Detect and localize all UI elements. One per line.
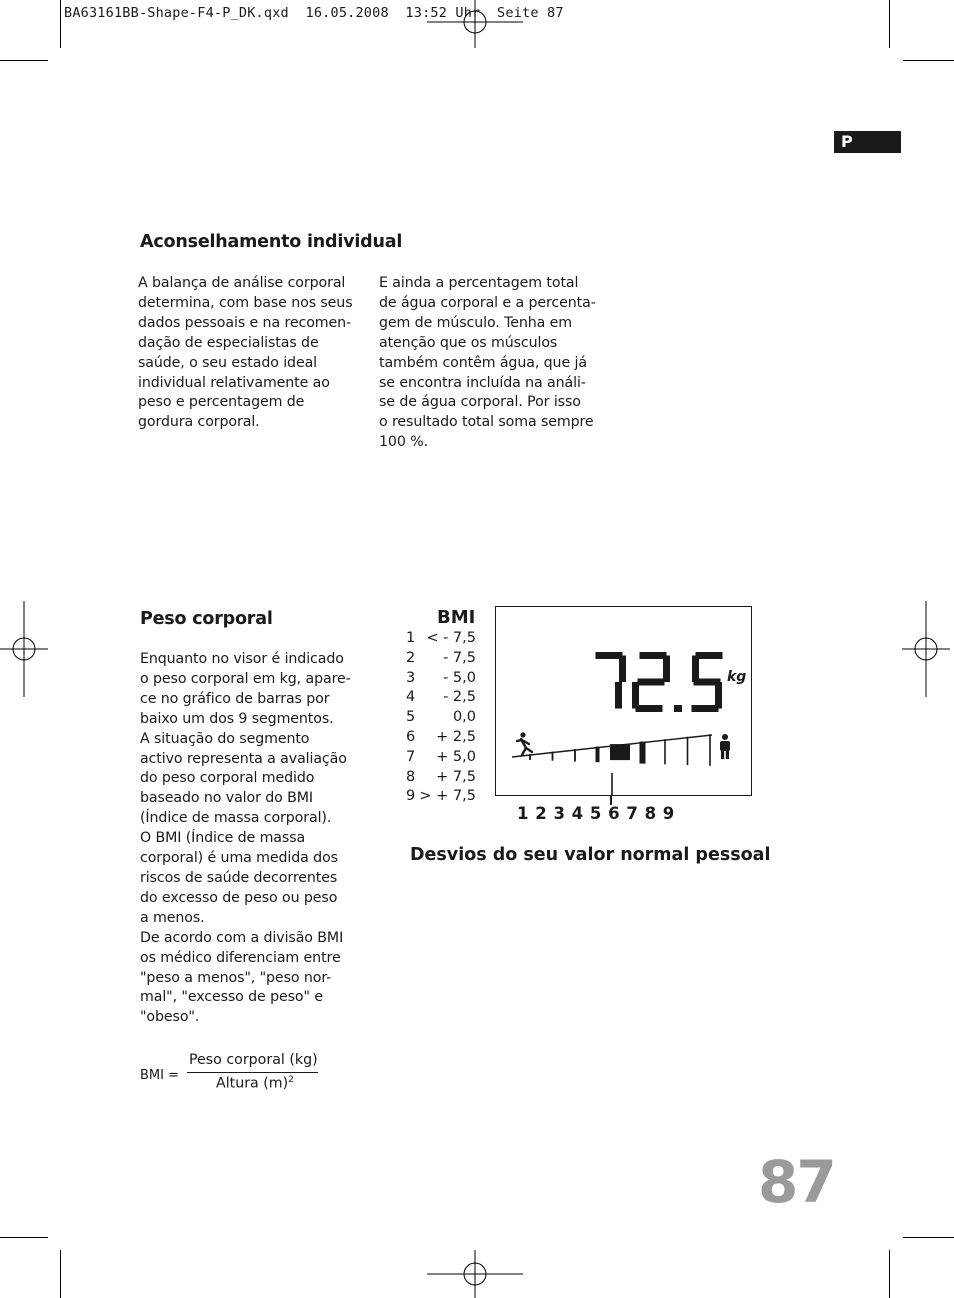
lcd-segment <box>640 652 667 659</box>
bmi-table-row <box>406 769 476 789</box>
bmi-row-value: - 2,5 <box>443 689 476 706</box>
bmi-table-row <box>406 749 476 769</box>
crop-mark <box>0 1237 48 1238</box>
segment-bar <box>709 734 711 766</box>
segment-bar-graph <box>529 734 711 766</box>
formula-exponent: 2 <box>288 1075 294 1085</box>
display-caption: Desvios do seu valor normal pessoal <box>410 845 771 865</box>
section2-body: Enquanto no visor é indicado o peso corporal em kg, apare- ce no gráfico de barras por baixo um dos 9 segmentos. A situação do segmento activo representa a avaliação do peso corporal medido baseado no valor do BMI (Índice de massa corporal). O BMI (Índice de massa corporal) é uma medida dos riscos de saúde decorrentes do excesso de peso ou peso a menos. De acordo com a divisão BMI os médico diferenciam entre "peso a menos", "peso nor- mal", "excesso de peso" e "obeso". <box>140 651 351 1026</box>
lcd-segment <box>638 679 665 686</box>
lcd-segment <box>663 656 670 683</box>
bmi-row-number: 4 <box>406 689 416 706</box>
lcd-segment <box>619 656 626 683</box>
crop-mark <box>60 0 61 48</box>
bmi-row-number: 6 <box>406 729 416 745</box>
lcd-segment <box>694 679 721 686</box>
bmi-row-number: 3 <box>406 669 416 686</box>
bmi-row-value: + 5,0 <box>436 748 476 765</box>
lcd-decimal-point <box>674 705 682 712</box>
formula-denominator <box>216 1075 294 1092</box>
section1-column-1: A balança de análise corporal determina, com base nos seus dados pessoais e na recomen- dação de especialistas de saúde, o seu estado ideal individual relativamente ao peso e percentagem de gordura corporal. <box>138 275 353 431</box>
scale-display <box>495 606 752 796</box>
section-heading-peso-corporal: Peso corporal <box>140 609 273 629</box>
bmi-row-number: 7 <box>406 748 416 765</box>
bmi-row-number: 2 <box>406 649 416 666</box>
bmi-row-value: 0,0 <box>452 709 476 726</box>
registration-mark-bottom <box>427 1250 523 1298</box>
crop-mark <box>903 60 954 61</box>
bmi-table-title: BMI <box>437 607 476 628</box>
section1-column-2: E ainda a percentagem total de água corporal e a percenta- gem de músculo. Tenha em atenção que os músculos também contêm água, que já se encontra incluída na análi- se de água corporal. Por isso o resultado total soma sempre 100 %. <box>379 275 596 451</box>
standing-person-icon <box>720 734 730 759</box>
segment-bar <box>552 752 554 761</box>
lcd-segment <box>632 682 639 709</box>
registration-mark-right <box>902 601 950 697</box>
segment-numbers: 1 2 3 4 5 6 7 8 9 <box>517 804 675 823</box>
lcd-segment <box>636 705 663 712</box>
bmi-table-row <box>406 670 476 690</box>
bmi-row-number: 1 <box>406 630 416 646</box>
segment-bar <box>664 739 666 764</box>
bmi-table-row <box>406 650 476 670</box>
crop-mark <box>0 60 48 61</box>
segment-bar <box>574 749 576 761</box>
segment-bar-active <box>610 744 630 760</box>
segment-bar <box>596 747 600 763</box>
page-number: 87 <box>758 1148 835 1216</box>
lcd-segment <box>692 656 699 683</box>
crop-mark <box>60 1250 61 1298</box>
formula-fraction-bar <box>187 1072 318 1073</box>
language-tab: P <box>834 131 901 153</box>
slug-line: BA63161BB-Shape-F4-P_DK.qxd 16.05.2008 13:52 Uhr Seite 87 <box>64 5 564 21</box>
section-heading-aconselhamento: Aconselhamento individual <box>140 232 403 252</box>
registration-mark-top <box>427 0 523 48</box>
bmi-table-row <box>406 788 476 808</box>
lcd-segment <box>696 652 723 659</box>
bmi-row-value: - 5,0 <box>443 669 476 686</box>
formula-lhs: BMI = <box>140 1068 179 1083</box>
bmi-table-row <box>406 729 476 749</box>
lcd-segment <box>596 652 623 659</box>
bmi-table-row <box>406 689 476 709</box>
bmi-row-value: < - 7,5 <box>426 630 476 646</box>
crop-mark <box>903 1237 954 1238</box>
weight-readout <box>596 652 723 712</box>
segment-bar <box>640 742 646 764</box>
crop-mark <box>889 0 890 48</box>
weight-unit: kg <box>727 669 747 685</box>
bmi-table-row <box>406 709 476 729</box>
bmi-row-number: 5 <box>406 709 416 726</box>
registration-mark-left <box>0 601 48 697</box>
lcd-segment <box>692 705 719 712</box>
crop-mark <box>889 1250 890 1298</box>
formula-denominator-text: Altura (m) <box>216 1075 289 1092</box>
running-person-icon <box>517 732 532 755</box>
segment-bar <box>687 737 689 765</box>
bmi-table-row <box>406 630 476 650</box>
bmi-row-value: + 2,5 <box>436 729 476 745</box>
bmi-row-value: + 7,5 <box>436 768 476 785</box>
bmi-row-value: > + 7,5 <box>419 788 476 805</box>
bmi-row-number: 9 <box>406 788 416 805</box>
lcd-segment <box>715 682 722 709</box>
lcd-segment <box>615 682 622 709</box>
scale-display-graphic <box>496 607 751 795</box>
bmi-row-number: 8 <box>406 768 416 785</box>
segment-bar <box>529 754 531 760</box>
formula-numerator: Peso corporal (kg) <box>189 1052 318 1068</box>
bmi-row-value: - 7,5 <box>443 649 476 666</box>
